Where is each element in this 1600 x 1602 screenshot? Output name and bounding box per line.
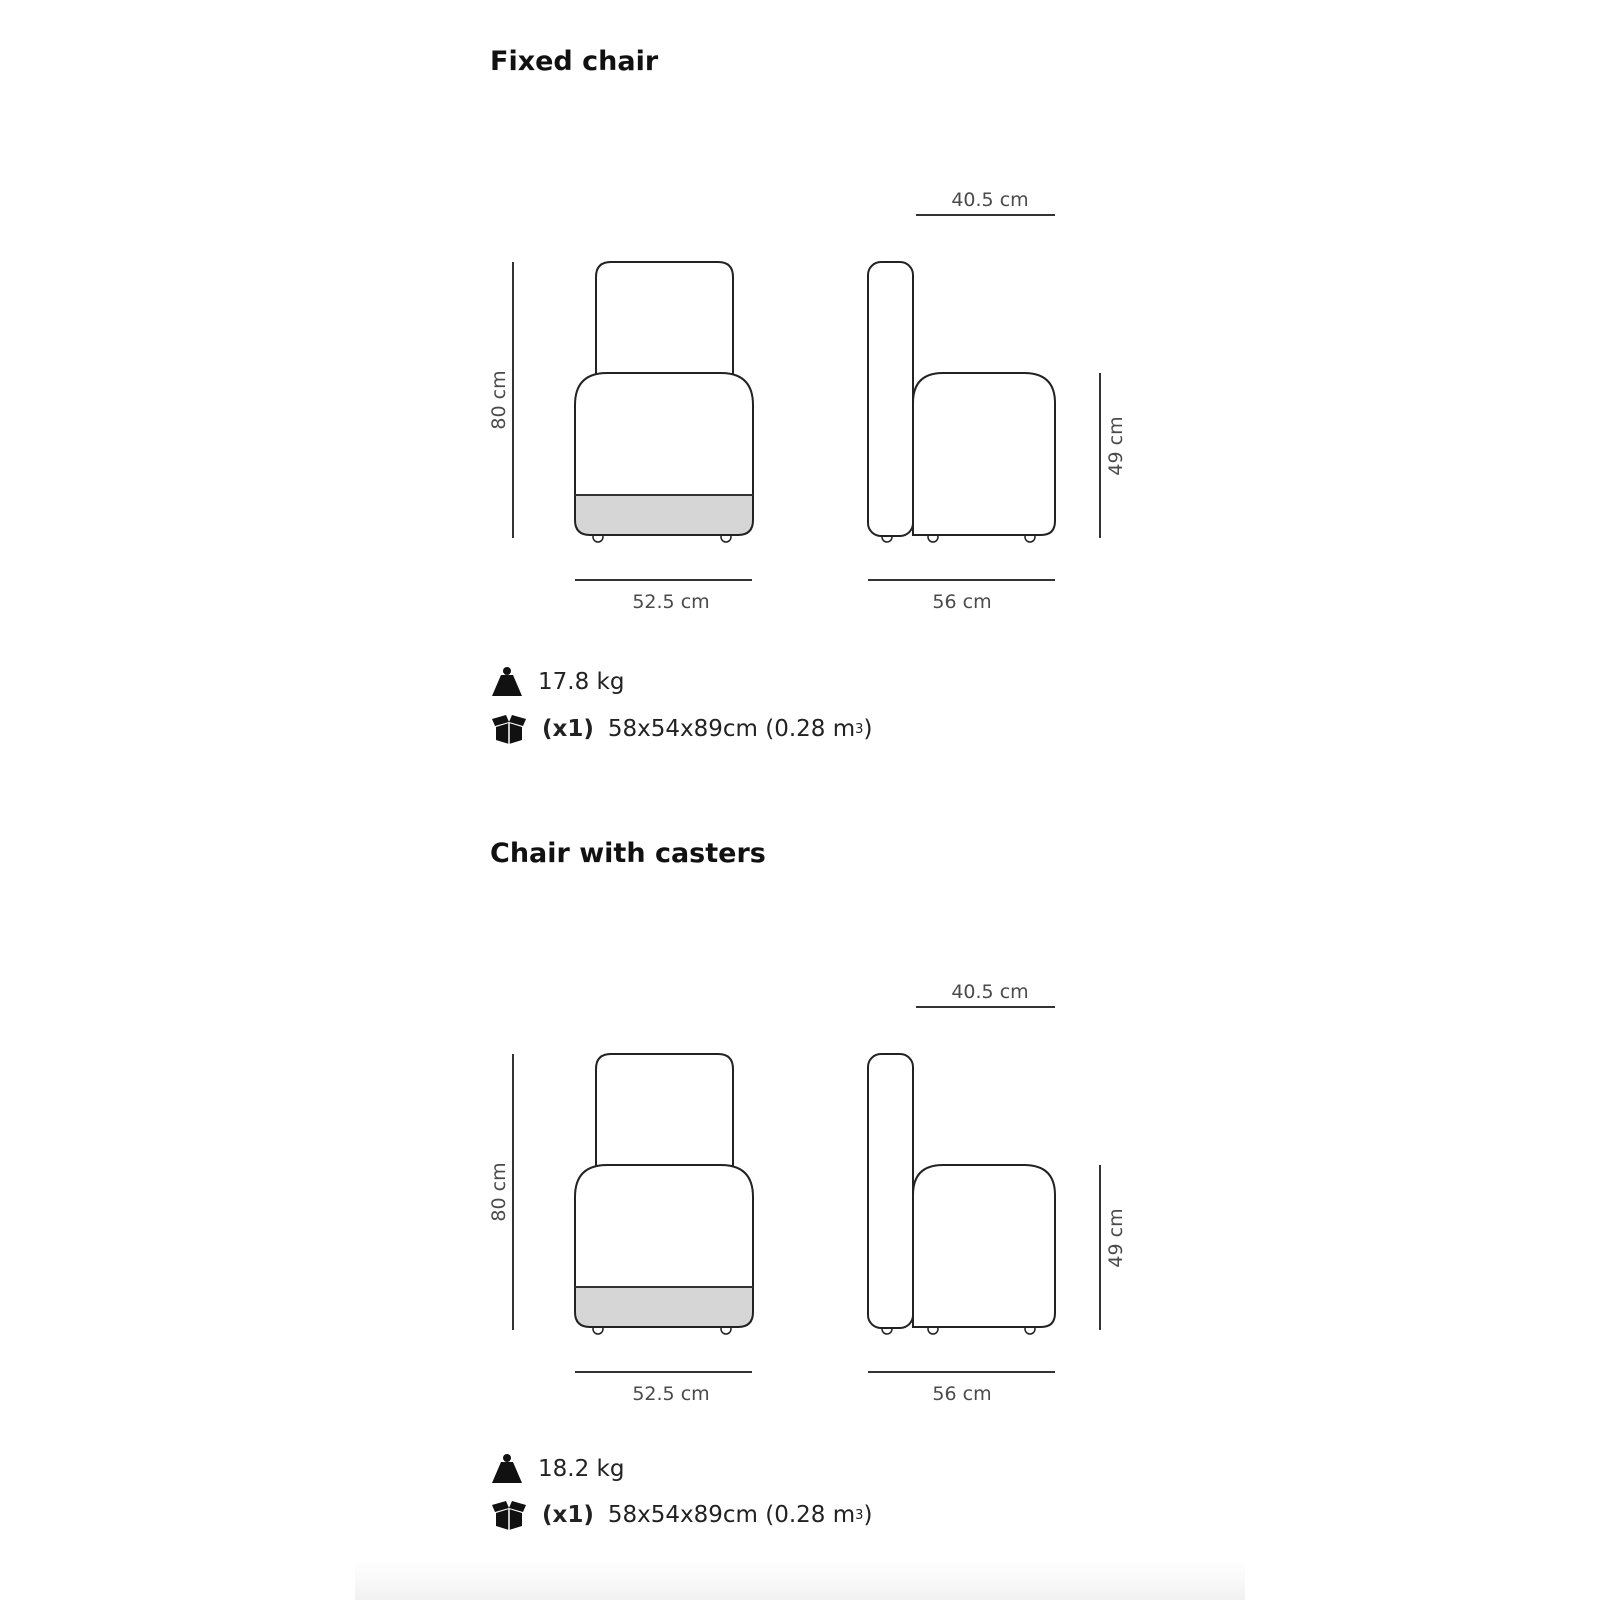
package-close: )	[863, 1502, 873, 1528]
package-row	[490, 1498, 872, 1532]
chair-backrest-side	[868, 262, 913, 536]
section-title: Fixed chair	[490, 46, 659, 77]
dimension-label-height: 80 cm	[488, 370, 510, 430]
weight-row	[490, 665, 624, 699]
package-size: 58x54x89cm (0.28 m	[607, 716, 856, 742]
dimension-label-seat-depth: 40.5 cm	[951, 981, 1029, 1003]
weight-value: 18.2 kg	[538, 1456, 625, 1482]
weight-row	[490, 1452, 624, 1486]
dimension-label-width: 52.5 cm	[632, 591, 710, 613]
weight-icon	[490, 1453, 524, 1485]
chair-base-front	[575, 1287, 753, 1327]
section-chair-with-casters	[0, 792, 1600, 1602]
chair-backrest-front	[596, 262, 733, 375]
dimension-label-seat-height: 49 cm	[1105, 416, 1127, 476]
bottom-fade	[355, 1560, 1245, 1600]
package-size: 58x54x89cm (0.28 m	[607, 1502, 856, 1528]
volume-superscript: 3	[855, 1507, 864, 1523]
dimension-label-depth: 56 cm	[932, 591, 992, 613]
chair-backrest-side	[868, 1054, 913, 1328]
dimension-label-depth: 56 cm	[932, 1383, 992, 1405]
volume-superscript: 3	[855, 721, 864, 737]
dimension-label-seat-depth: 40.5 cm	[951, 189, 1029, 211]
package-close: )	[863, 716, 873, 742]
chair-front-view	[575, 1054, 753, 1334]
dimension-label-seat-height: 49 cm	[1105, 1208, 1127, 1268]
package-quantity: (x1)	[542, 1502, 594, 1528]
weight-icon	[490, 666, 524, 698]
chair-front-view	[575, 262, 753, 542]
package-box-icon	[490, 1499, 528, 1531]
chair-side-view	[868, 262, 1055, 542]
chair-base-front	[575, 495, 753, 535]
package-box-icon	[490, 713, 528, 745]
dimension-drawing	[0, 792, 1600, 1602]
chair-side-view	[868, 1054, 1055, 1334]
weight-value: 17.8 kg	[538, 669, 625, 695]
package-quantity: (x1)	[542, 716, 594, 742]
package-row	[490, 712, 872, 746]
section-title: Chair with casters	[490, 838, 766, 869]
chair-seat-side	[913, 373, 1055, 535]
dimension-label-height: 80 cm	[488, 1162, 510, 1222]
chair-seat-side	[913, 1165, 1055, 1327]
chair-backrest-front	[596, 1054, 733, 1167]
dimension-label-width: 52.5 cm	[632, 1383, 710, 1405]
